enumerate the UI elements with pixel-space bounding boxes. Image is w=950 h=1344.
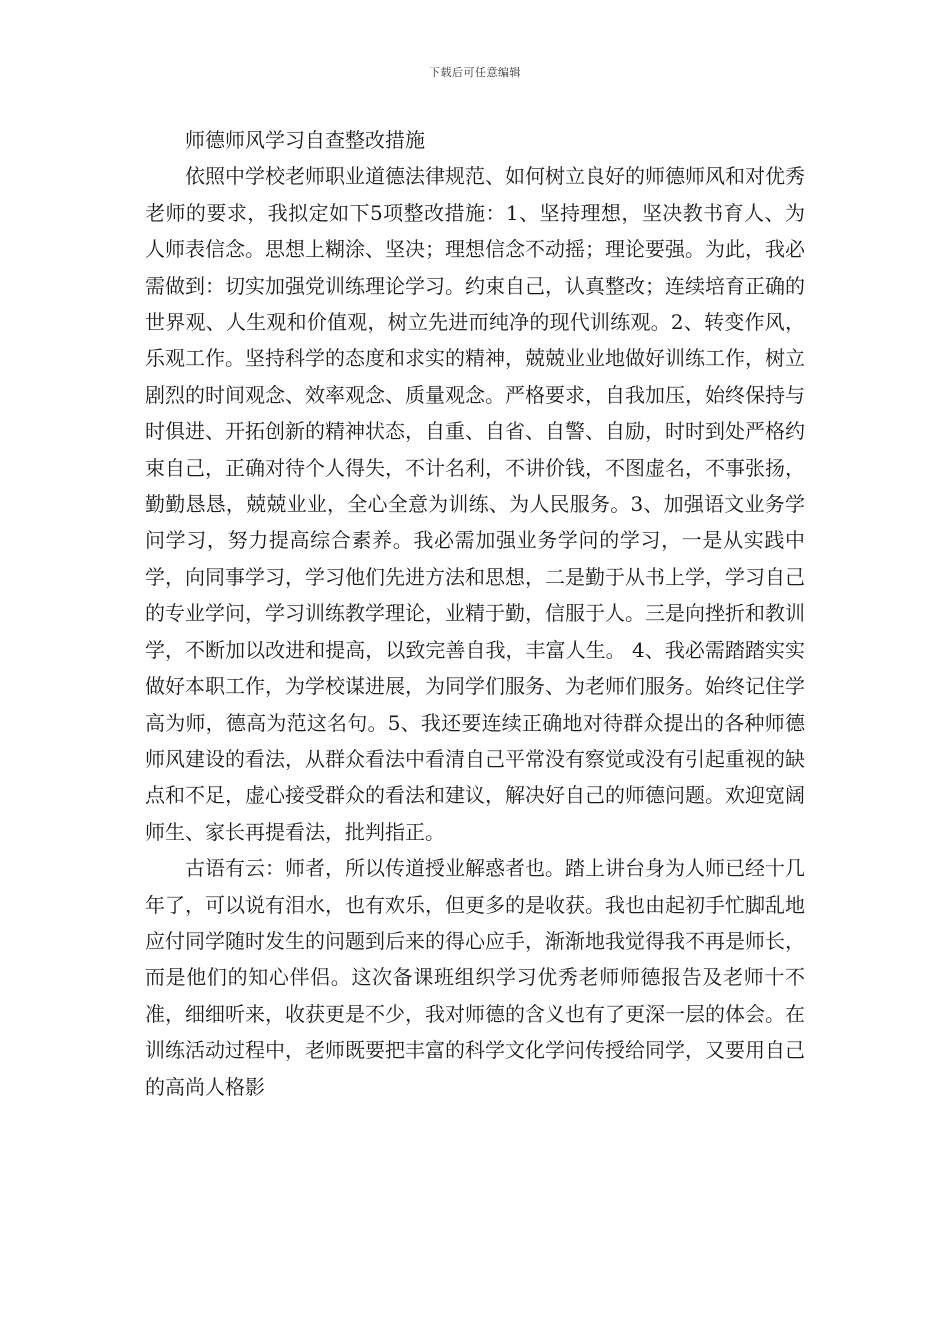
page-header: 下载后可任意编辑 [429,66,521,79]
paragraph-reflection: 古语有云：师者，所以传道授业解惑者也。踏上讲台身为人师已经十几年了，可以说有泪水，也有欢乐，但更多的是收获。我也由起初手忙脚乱地应付同学随时发生的问题到后来的得心应手，渐渐地我觉得我不再是师长，而是他们的知心伴侣。这次备课班组织学习优秀老师师德报告及老师十不准，细细听来，收获更是不少，我对师德的含义也有了更深一层的体会。在训练活动过程中，老师既要把丰富的科学文化学问传授给同学，又要用自己的高尚人格影 [145,856,805,1099]
document-title: 师德师风学习自查整改措施 [185,128,425,152]
paragraph-measures: 依照中学校老师职业道德法律规范、如何树立良好的师德师风和对优秀老师的要求，我拟定如下5项整改措施：1、坚持理想，坚决教书育人、为人师表信念。思想上糊涂、坚决；理想信念不动摇；理论要强。为此，我必需做到：切实加强党训练理论学习。约束自己，认真整改；连续培育正确的世界观、人生观和价值观，树立先进而纯净的现代训练观。2、转变作风，乐观工作。坚持科学的态度和求实的精神，兢兢业业地做好训练工作，树立剧烈的时间观念、效率观念、质量观念。严格要求，自我加压，始终保持与时俱进、开拓创新的精神状态，自重、自省、自警、自励，时时到处严格约束自己，正确对待个人得失，不计名利，不讲价钱，不图虚名，不事张扬，勤勤恳恳，兢兢业业，全心全意为训练、为人民服务。3、加强语文业务学问学习，努力提高综合素养。我必需加强业务学问的学习，一是从实践中学，向同事学习，学习他们先进方法和思想，二是勤于从书上学，学习自己的专业学问，学习训练教学理论，业精于勤，信服于人。三是向挫折和教训学，不断加以改进和提高，以致完善自我，丰富人生。 4、我必需踏踏实实做好本职工作，为学校谋进展，为同学们服务、为老师们服务。始终记住学高为师，德高为范这名句。5、我还要连续正确地对待群众提出的各种师德师风建设的看法，从群众看法中看清自己平常没有察觉或没有引起重视的缺点和不足，虚心接受群众的看法和建议，解决好自己的师德问题。欢迎宽阔师生、家长再提看法，批判指正。 [145,164,805,844]
document-body [145,122,805,1105]
